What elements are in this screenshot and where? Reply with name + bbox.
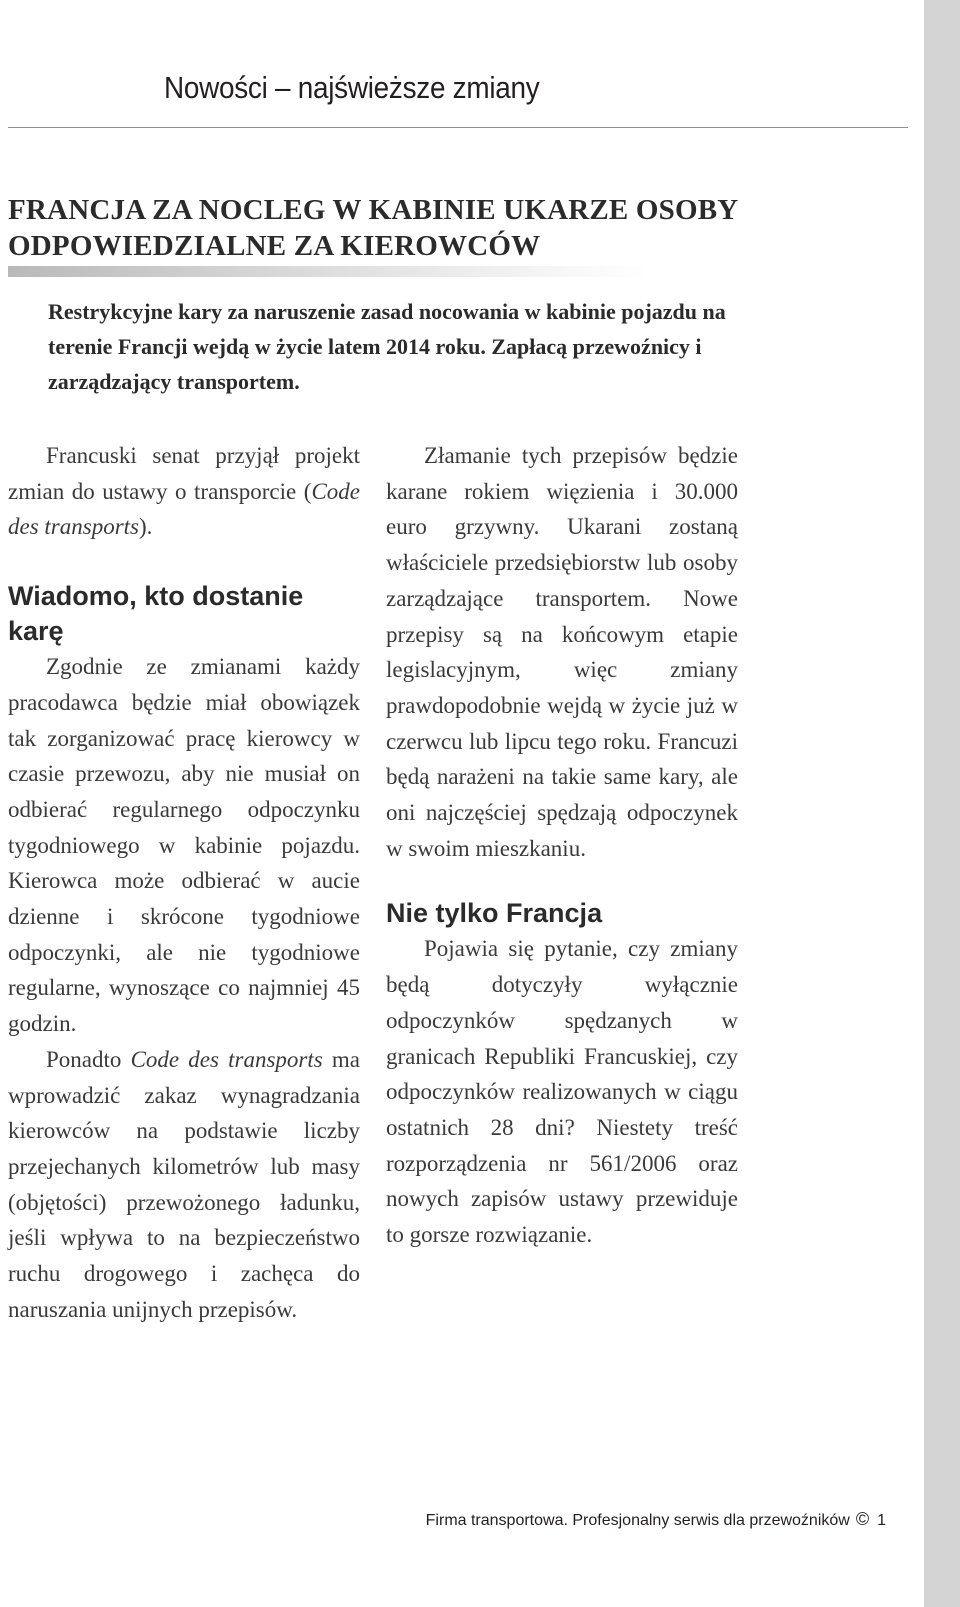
intro-text-end: ).	[139, 514, 153, 540]
intro-italic-title: Code des transports	[8, 478, 360, 540]
intro-text: Francuski senat przyjął projekt zmian do ustawy o transporcie (	[8, 443, 360, 504]
headline-underline-bar	[8, 266, 648, 277]
section-heading-wiadomo: Wiadomo, kto dostanie karę	[8, 581, 304, 647]
section1-p2-text-end: ma wprowadzić zakaz wynagradzania kierowców na podstawie liczby przejechanych kilometrów lub masy (objętości) przewożonego ładunku, jeśli wpływa to na bezpieczeństwo ruchu drogowego i zachęca do naruszania unijnych przepisów.	[8, 1046, 361, 1322]
section1-paragraph-2	[8, 1042, 360, 1328]
right-paragraph-1: Złamanie tych przepisów będzie karane rokiem więzienia i 30.000 euro grzywny. Ukarani zostaną właściciele przedsiębiorstw lub osoby zarządzające transportem. Nowe przepisy są na końcowym etapie legislacyjnym, więc zmiany prawdopodobnie wejdą w życie już w czerwcu lub lipcu tego roku. Francuzi będą narażeni na takie same kary, ale oni najczęściej spędzają odpoczynek w swoim mieszkaniu.	[386, 443, 738, 861]
section1-paragraph-1: Zgodnie ze zmianami każdy pracodawca będzie miał obowiązek tak zorganizować pracę kierowcy w czasie przewozu, aby nie musiał on odbierać regularnego odpoczynku tygodniowego w kabinie pojazdu. Kierowca może odbierać w aucie dzienne i skrócone tygodniowe odpoczynki, ale nie tygodniowe regularne, wynoszące co najmniej 45 godzin.	[8, 654, 360, 1037]
copyright-icon: ©	[855, 1509, 870, 1529]
article-column-right	[386, 438, 738, 1253]
article-headline: FRANCJA ZA NOCLEG W KABINIE UKARZE OSOBY ODPOWIEDZIALNE ZA KIEROWCÓW	[8, 194, 738, 262]
article-column-left	[8, 438, 360, 1327]
section2-paragraph-1: Pojawia się pytanie, czy zmiany będą dotyczyły wyłącznie odpoczynków spędzanych w granicach Republiki Francuskiej, czy odpoczynków realizowanych w ciągu ostatnich 28 dni? Niestety treść rozporządzenia nr 561/2006 oraz nowych zapisów ustawy przewiduje to gorsze rozwiązanie.	[386, 936, 738, 1248]
page-number: 1	[877, 1512, 886, 1529]
section1-p2-text: Ponadto	[46, 1046, 131, 1072]
running-head: Nowości – najświeższe zmiany	[164, 70, 540, 105]
section1-p2-italic-title: Code des transports	[130, 1046, 323, 1072]
article-lead: Restrykcyjne kary za naruszenie zasad nocowania w kabinie pojazdu na terenie Francji wejdą w życie latem 2014 roku. Zapłacą przewoźnicy i zarządzający transportem.	[48, 299, 726, 394]
page-edge-strip	[924, 0, 960, 1607]
intro-paragraph	[8, 438, 360, 545]
footer-publication: Firma transportowa. Profesjonalny serwis dla przewoźników	[425, 1512, 850, 1529]
page-footer	[426, 1509, 886, 1530]
header-divider	[8, 127, 908, 128]
section-heading-nie-tylko-francja: Nie tylko Francja	[386, 898, 603, 929]
